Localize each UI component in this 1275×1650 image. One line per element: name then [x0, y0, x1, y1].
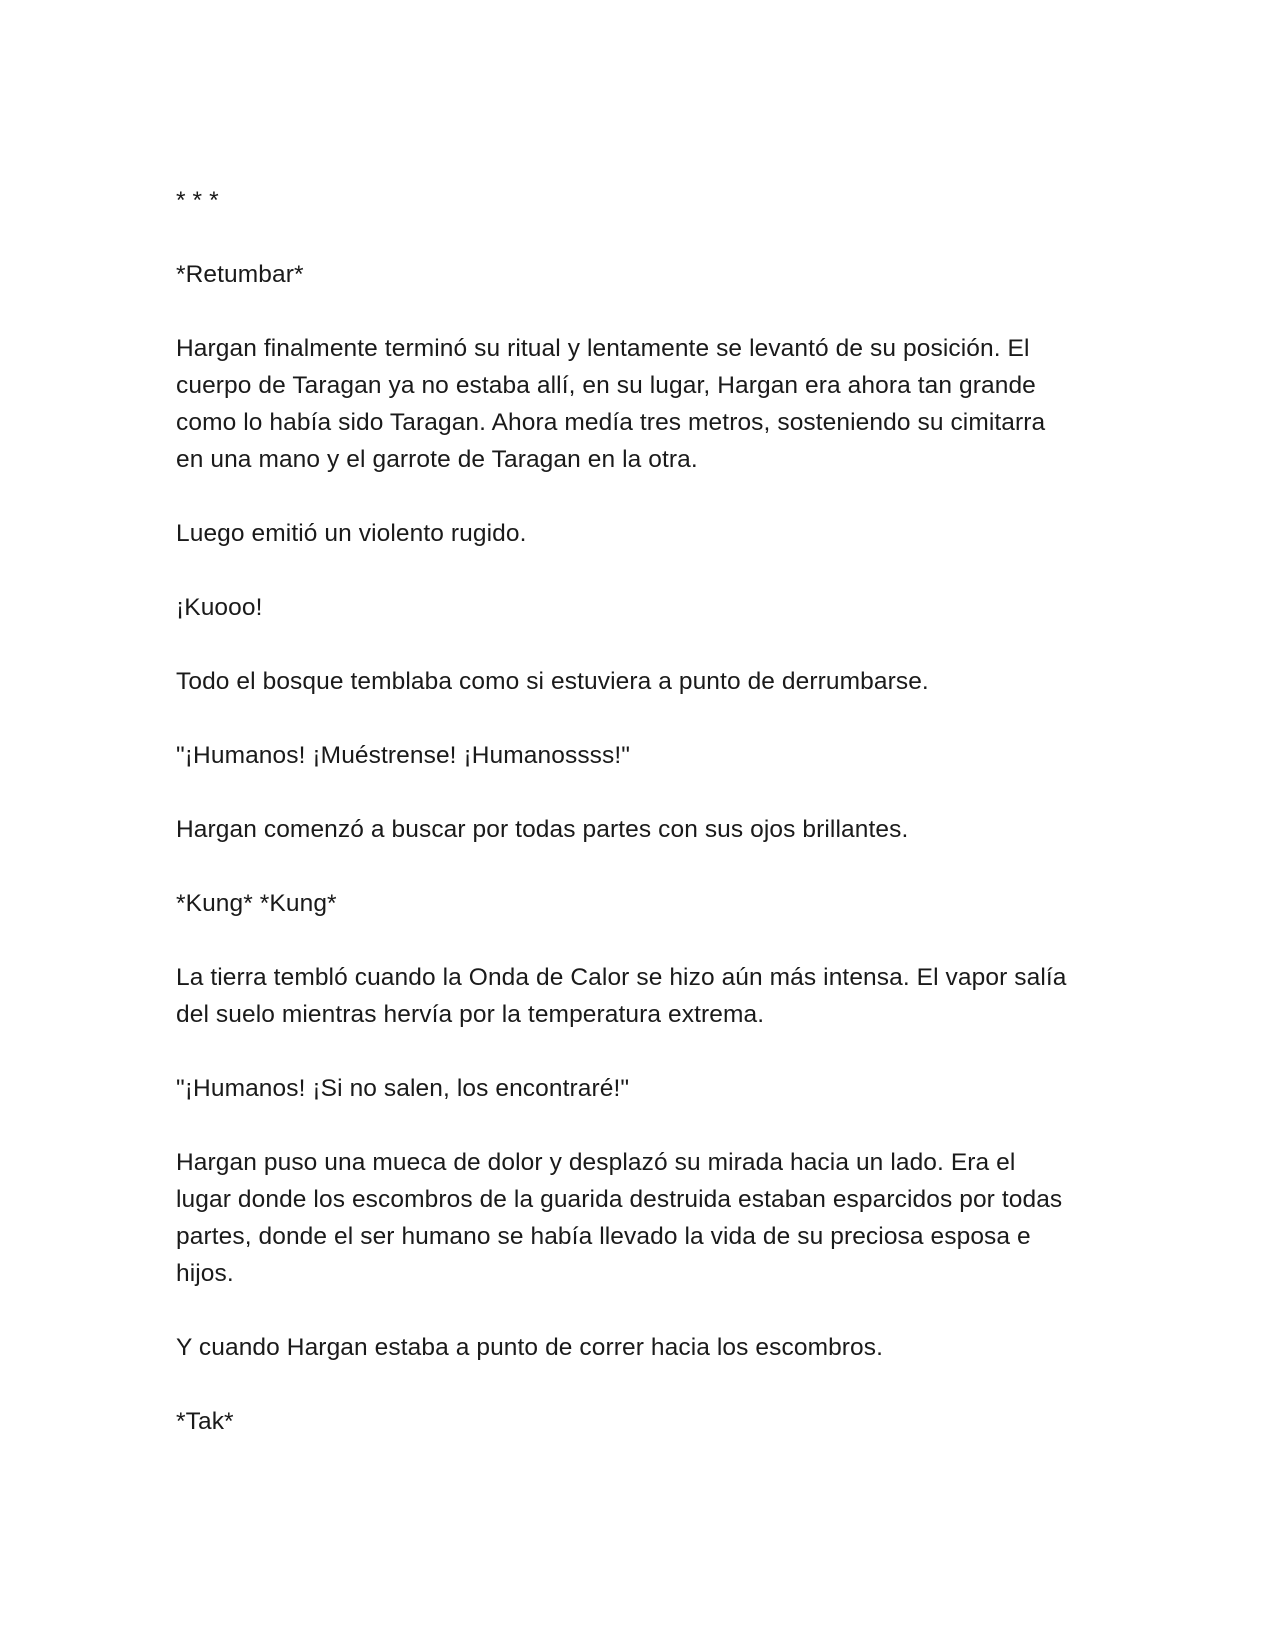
paragraph-roar: Luego emitió un violento rugido. — [176, 520, 527, 547]
paragraph-run: Y cuando Hargan estaba a punto de correr hacia los escombros. — [176, 1334, 884, 1361]
paragraph-heat-wave: La tierra tembló cuando la Onda de Calor se hizo aún más intensa. El vapor salía del suelo mientras hervía por la temperatura extrema. — [176, 964, 1067, 1028]
sound-effect-tak: *Tak* — [176, 1408, 234, 1435]
paragraph-search: Hargan comenzó a buscar por todas partes con sus ojos brillantes. — [176, 816, 909, 843]
scene-break: * * * — [176, 187, 219, 214]
document-page — [176, 182, 1106, 1477]
sound-effect-kuooo: ¡Kuooo! — [176, 594, 263, 621]
sound-effect-retumbar: *Retumbar* — [176, 261, 304, 288]
dialogue-show-yourselves: "¡Humanos! ¡Muéstrense! ¡Humanossss!" — [176, 742, 631, 769]
paragraph-forest: Todo el bosque temblaba como si estuviera a punto de derrumbarse. — [176, 668, 929, 695]
sound-effect-kung: *Kung* *Kung* — [176, 890, 337, 917]
paragraph-rubble: Hargan puso una mueca de dolor y desplazó su mirada hacia un lado. Era el lugar donde los escombros de la guarida destruida estaban esparcidos por todas partes, donde el ser humano se había llevado la vida de su preciosa esposa e hijos. — [176, 1149, 1063, 1287]
dialogue-find-you: "¡Humanos! ¡Si no salen, los encontraré!" — [176, 1075, 630, 1102]
paragraph-ritual: Hargan finalmente terminó su ritual y lentamente se levantó de su posición. El cuerpo de Taragan ya no estaba allí, en su lugar, Hargan era ahora tan grande como lo había sido Taragan. Ahora medía tres metros, sosteniendo su cimitarra en una mano y el garrote de Taragan en la otra. — [176, 335, 1046, 473]
